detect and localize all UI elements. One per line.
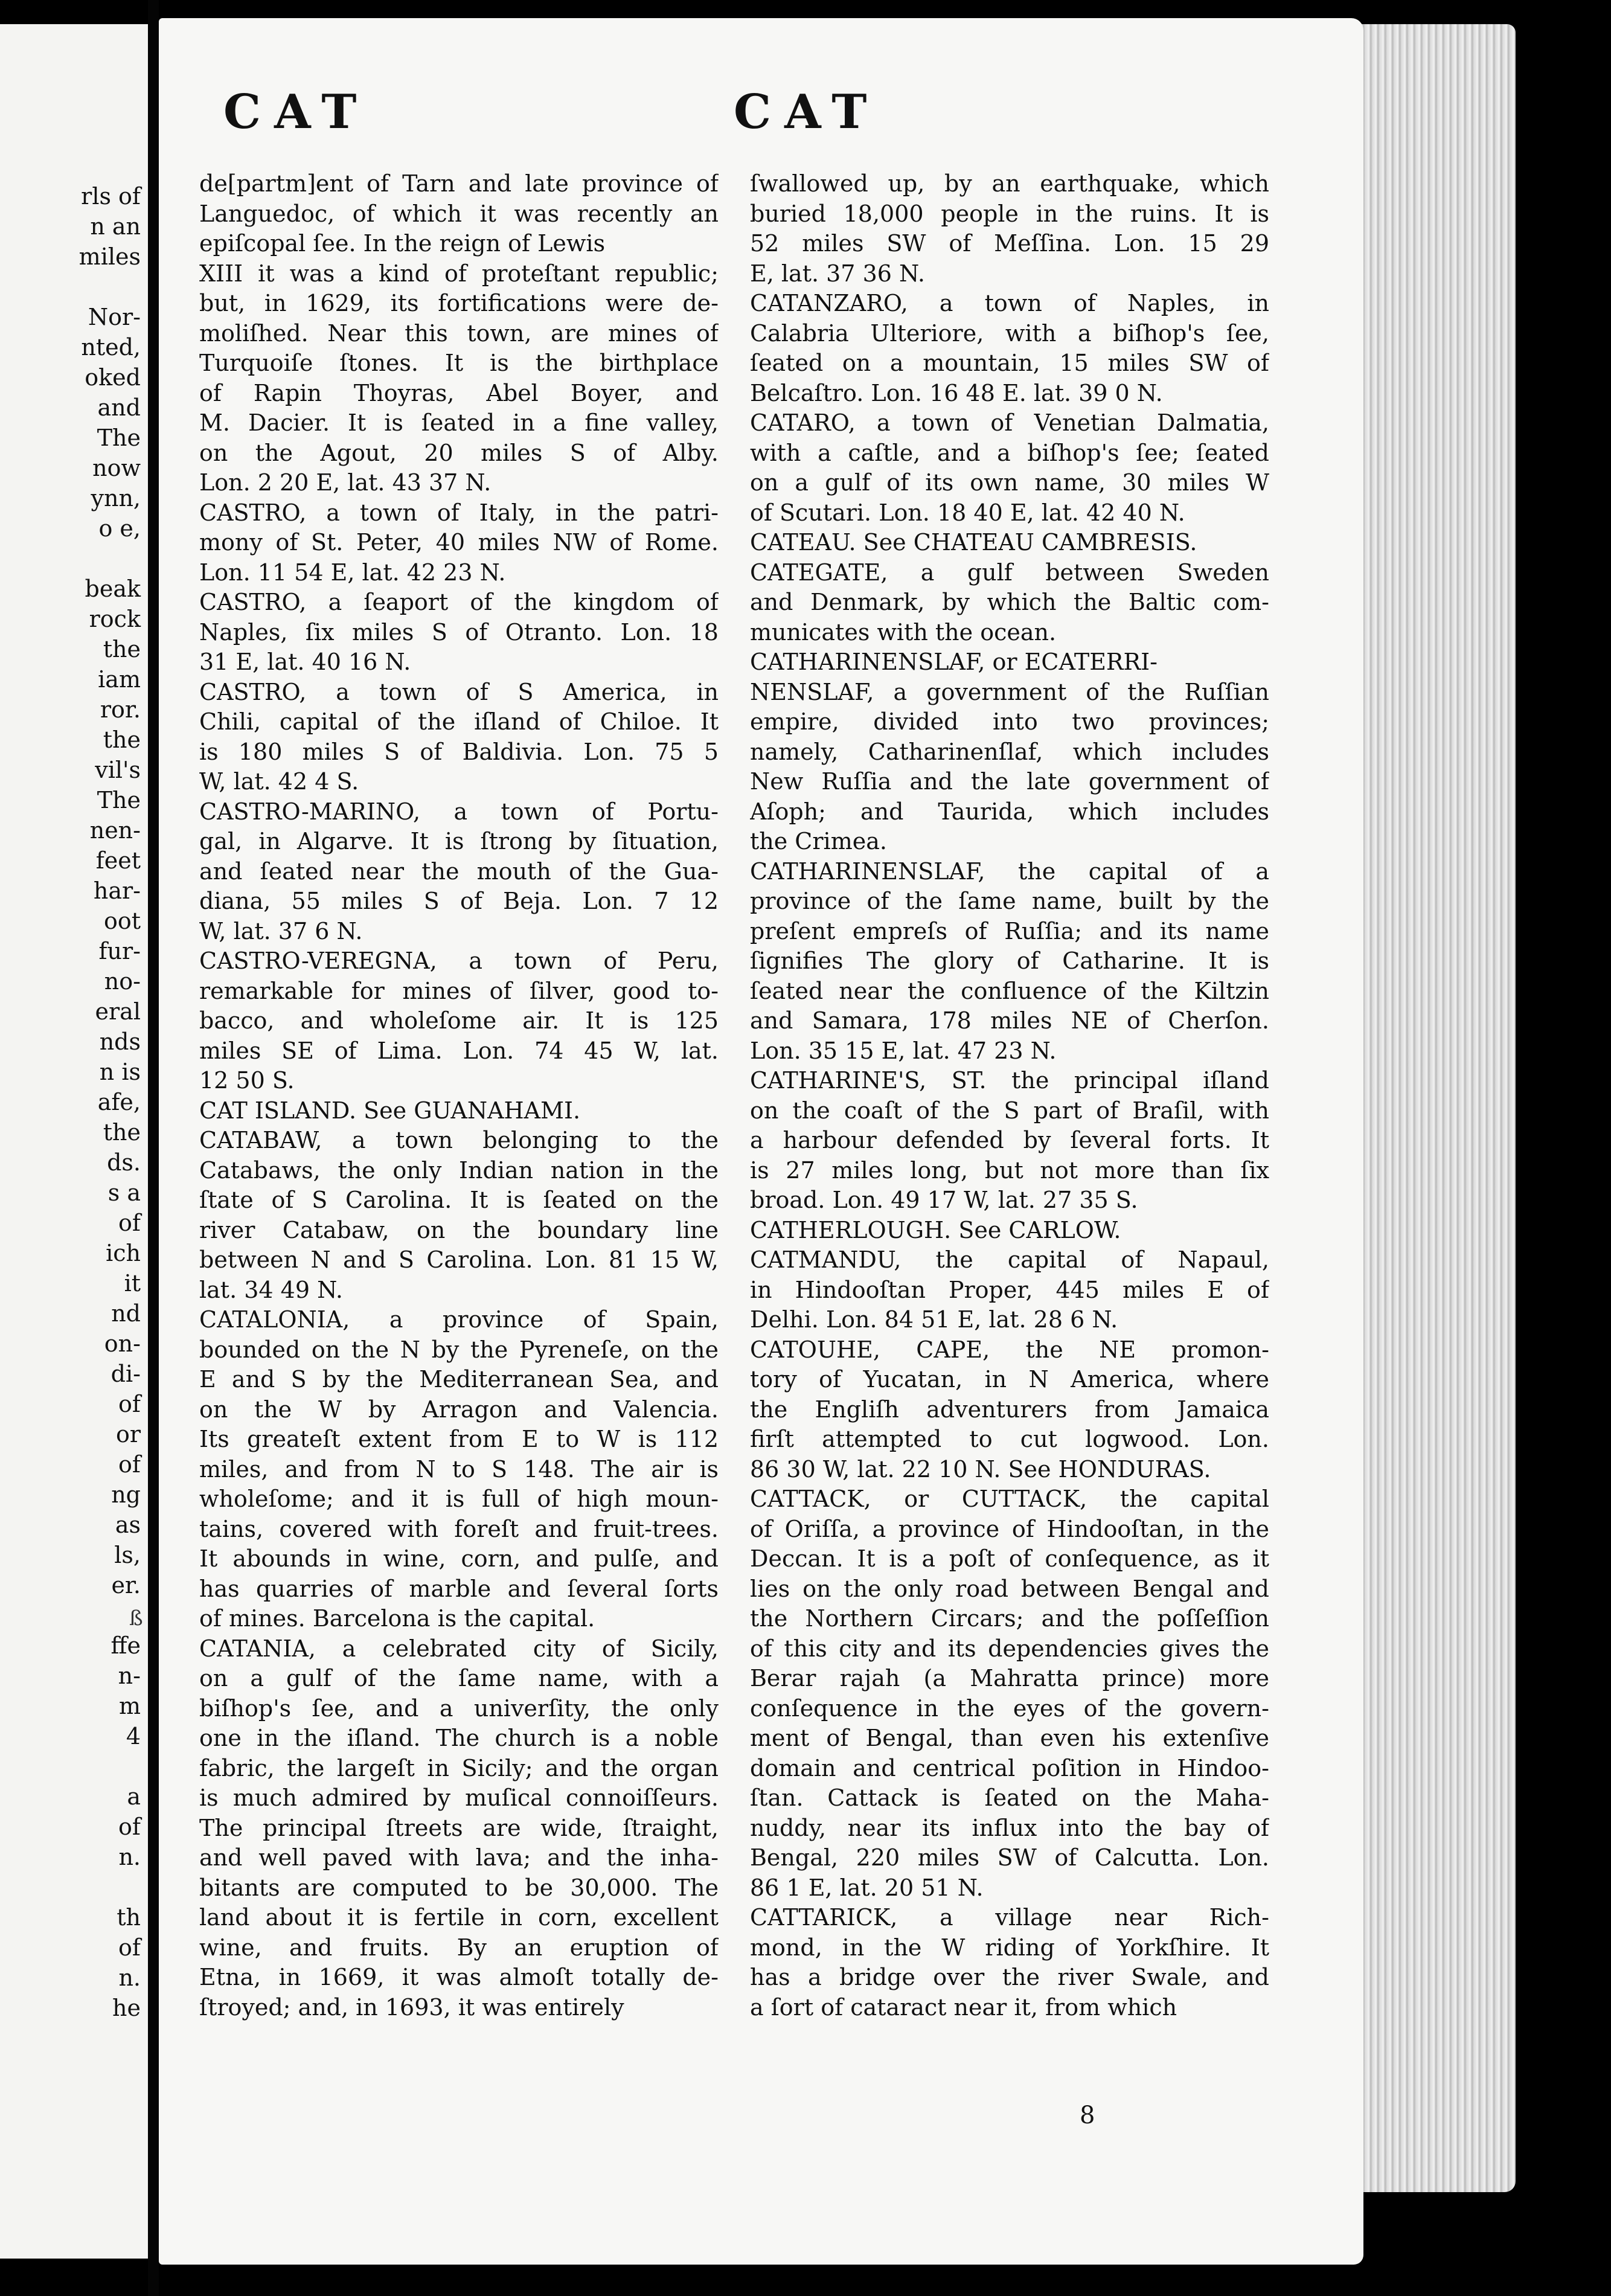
left-column-line: Lon. 11 54 E, lat. 42 23 N. — [199, 559, 506, 586]
previous-page-line: nds — [99, 1028, 141, 1055]
previous-page-line: as — [115, 1512, 141, 1538]
page-edges — [1359, 24, 1516, 2192]
previous-page-line: of — [118, 1813, 141, 1840]
previous-page-line: n. — [118, 1844, 141, 1870]
left-column — [199, 169, 719, 2022]
right-column-line: CATEGATE, a gulf between Sweden — [750, 559, 1269, 586]
left-column-line: bounded on the N by the Pyreneſe, on the — [199, 1336, 719, 1363]
left-column-line: tains, covered with foreſt and fruit-trees. — [199, 1515, 719, 1542]
right-column-line: Berar rajah (a Mahratta prince) more — [750, 1665, 1269, 1692]
running-header-right: CAT — [734, 85, 880, 139]
previous-page-line: afe, — [97, 1089, 141, 1115]
left-column-line: de[partm]ent of Tarn and late province of — [199, 170, 719, 197]
previous-page-line: n is — [99, 1059, 141, 1085]
right-column-line: ment of Bengal, than even his extenſive — [750, 1725, 1269, 1751]
right-column-line: empire, divided into two provinces; — [750, 708, 1269, 735]
previous-page-line: beak — [85, 576, 141, 602]
left-column-line: It abounds in wine, corn, and pulſe, and — [199, 1545, 719, 1572]
right-column-line: Delhi. Lon. 84 51 E, lat. 28 6 N. — [750, 1306, 1118, 1333]
previous-page-line: rock — [89, 606, 141, 632]
right-column-line: domain and centrical poſition in Hindoo- — [750, 1754, 1269, 1781]
right-column-line: in Hindooſtan Proper, 445 miles E of — [750, 1276, 1269, 1303]
margin-mark: ß — [129, 1606, 143, 1631]
previous-page-line: vil's — [95, 757, 141, 783]
previous-page-line: har- — [93, 877, 141, 904]
previous-page-line: ls, — [114, 1542, 141, 1568]
left-column-line: diana, 55 miles S of Beja. Lon. 7 12 — [199, 888, 719, 914]
previous-page-line: nted, — [81, 334, 141, 361]
left-column-line: Naples, ſix miles S of Otranto. Lon. 18 — [199, 618, 719, 646]
right-column-line: firſt attempted to cut logwood. Lon. — [750, 1426, 1269, 1452]
right-column-line: New Ruſſia and the late government of — [750, 768, 1269, 795]
left-column-line: of mines. Barcelona is the capital. — [199, 1605, 595, 1632]
left-column-line: 31 E, lat. 40 16 N. — [199, 649, 411, 675]
right-column-line: of Scutari. Lon. 18 40 E, lat. 42 40 N. — [750, 499, 1185, 526]
right-column-line: the Northern Circars; and the poſſeſſion — [750, 1605, 1269, 1632]
previous-page-line: n- — [118, 1663, 141, 1689]
left-column-line: CASTRO, a town of Italy, in the patri- — [199, 499, 719, 526]
left-column-line: CATANIA, a celebrated city of Sicily, — [199, 1635, 719, 1662]
left-column-line: CASTRO, a ſeaport of the kingdom of — [199, 589, 719, 615]
left-column-line: on a gulf of the ſame name, with a — [199, 1665, 719, 1692]
previous-page-line: oot — [103, 908, 141, 934]
left-column-line: The principal ſtreets are wide, ſtraight, — [199, 1814, 719, 1841]
previous-page-fragment — [0, 24, 148, 2259]
left-column-line: M. Dacier. It is ſeated in a fine valley, — [199, 409, 719, 436]
right-column-line: tory of Yucatan, in N America, where — [750, 1366, 1269, 1393]
left-column-line: Its greateſt extent from E to W is 112 — [199, 1426, 719, 1452]
previous-page-line: ynn, — [91, 485, 141, 511]
right-column-line: CATHARINENSLAF, or ECATERRI- — [750, 649, 1158, 675]
left-column-line: miles SE of Lima. Lon. 74 45 W, lat. — [199, 1037, 719, 1064]
previous-page-line: now — [92, 455, 141, 481]
right-column-line: CATHARINENSLAF, the capital of a — [750, 858, 1269, 885]
right-column-line: CATHARINE'S, ST. the principal iſland — [750, 1067, 1269, 1094]
page-number: 8 — [1080, 2102, 1095, 2129]
left-column-line: W, lat. 37 6 N. — [199, 917, 363, 944]
right-column-line: CATTACK, or CUTTACK, the capital — [750, 1486, 1269, 1512]
left-column-line: CASTRO-MARINO, a town of Portu- — [199, 798, 719, 825]
previous-page-line: he — [112, 1995, 141, 2021]
left-column-line: gal, in Algarve. It is ſtrong by ſituation, — [199, 828, 719, 855]
previous-page-line: iam — [98, 666, 141, 693]
left-column-line: land about it is fertile in corn, excellent — [199, 1904, 719, 1931]
right-column-line: 86 30 W, lat. 22 10 N. See HONDURAS. — [750, 1455, 1211, 1483]
right-column-line: NENSLAF, a government of the Ruſſian — [750, 678, 1269, 705]
left-column-line: Languedoc, of which it was recently an — [199, 200, 719, 227]
left-column-line: XIII it was a kind of proteſtant republic; — [199, 260, 719, 287]
running-header-left: CAT — [223, 85, 370, 139]
previous-page-line: nd — [111, 1300, 141, 1327]
left-column-line: is much admired by muſical connoiſſeurs. — [199, 1785, 719, 1811]
right-column-line: on the coaſt of the S part of Braſil, with — [750, 1097, 1269, 1124]
right-column-line: of Oriſſa, a province of Hindooſtan, in the — [750, 1515, 1269, 1542]
left-column-line: 12 50 S. — [199, 1067, 295, 1094]
right-column-line: CATOUHE, CAPE, the NE promon- — [750, 1336, 1269, 1363]
right-column-line: Belcaſtro. Lon. 16 48 E. lat. 39 0 N. — [750, 379, 1163, 406]
left-column-line: and well paved with lava; and the inha- — [199, 1844, 719, 1871]
left-column-line: of Rapin Thoyras, Abel Boyer, and — [199, 379, 719, 406]
right-column-line: with a caſtle, and a biſhop's ſee; ſeated — [750, 439, 1269, 466]
left-column-line: W, lat. 42 4 S. — [199, 768, 359, 795]
right-column-line: and Denmark, by which the Baltic com- — [750, 589, 1269, 615]
previous-page-line: n an — [90, 213, 141, 240]
left-column-line: Catabaws, the only Indian nation in the — [199, 1156, 719, 1184]
right-column-line: municates with the ocean. — [750, 618, 1057, 646]
previous-page-line: the — [103, 1119, 141, 1146]
previous-page-line: feet — [95, 847, 141, 874]
right-column-line: 86 1 E, lat. 20 51 N. — [750, 1874, 984, 1901]
right-column-line: Lon. 35 15 E, lat. 47 23 N. — [750, 1037, 1057, 1064]
previous-page-line: and — [97, 394, 141, 421]
left-column-line: remarkable for mines of ſilver, good to- — [199, 977, 719, 1004]
previous-page-line: the — [103, 636, 141, 662]
left-column-line: E and S by the Mediterranean Sea, and — [199, 1366, 719, 1393]
previous-page-line: of — [118, 1391, 141, 1417]
previous-page-line: nen- — [89, 817, 141, 844]
previous-page-line: ich — [106, 1240, 141, 1266]
left-column-line: Lon. 2 20 E, lat. 43 37 N. — [199, 469, 492, 496]
previous-page-line: of — [118, 1210, 141, 1236]
right-column — [750, 169, 1269, 2022]
right-column-line: Bengal, 220 miles SW of Calcutta. Lon. — [750, 1844, 1269, 1871]
left-column-line: moliſhed. Near this town, are mines of — [199, 319, 719, 347]
right-column-line: namely, Catharinenſlaf, which includes — [750, 738, 1269, 765]
left-column-line: CASTRO-VEREGNA, a town of Peru, — [199, 948, 719, 974]
right-column-line: province of the ſame name, built by the — [750, 888, 1269, 914]
left-column-line: between N and S Carolina. Lon. 81 15 W, — [199, 1246, 719, 1273]
previous-page-line: ror. — [100, 696, 141, 723]
left-column-line: wine, and fruits. By an eruption of — [199, 1934, 719, 1961]
right-column-line: Aſoph; and Taurida, which includes — [750, 798, 1269, 825]
previous-page-line: fur- — [98, 938, 141, 964]
previous-page-line: ng — [111, 1481, 141, 1508]
previous-page-line: on- — [104, 1330, 141, 1357]
right-column-line: a harbour defended by ſeveral forts. It — [750, 1127, 1269, 1153]
right-column-line: E, lat. 37 36 N. — [750, 260, 925, 287]
left-column-line: CASTRO, a town of S America, in — [199, 678, 719, 705]
previous-page-line: eral — [95, 998, 141, 1025]
left-column-line: ſtroyed; and, in 1693, it was entirely — [199, 1993, 624, 2021]
right-column-line: ſwallowed up, by an earthquake, which — [750, 170, 1269, 197]
right-column-line: and Samara, 178 miles NE of Cherſon. — [750, 1007, 1269, 1034]
left-column-line: has quarries of marble and ſeveral ſorts — [199, 1575, 719, 1602]
right-column-line: ſeated near the confluence of the Kiltzin — [750, 977, 1269, 1004]
right-column-line: conſequence in the eyes of the govern- — [750, 1695, 1269, 1722]
previous-page-line: the — [103, 726, 141, 753]
left-column-line: CATABAW, a town belonging to the — [199, 1127, 719, 1153]
left-column-line: CATALONIA, a province of Spain, — [199, 1306, 719, 1333]
previous-page-line: oked — [85, 364, 141, 391]
right-column-line: mond, in the W riding of Yorkſhire. It — [750, 1934, 1269, 1961]
right-column-line: Calabria Ulteriore, with a biſhop's ſee, — [750, 319, 1269, 347]
right-column-line: lies on the only road between Bengal and — [750, 1575, 1269, 1602]
previous-page-line: no- — [104, 968, 141, 995]
left-column-line: mony of St. Peter, 40 miles NW of Rome. — [199, 529, 719, 556]
previous-page-line: rls of — [81, 183, 141, 210]
previous-page-line: th — [117, 1904, 141, 1931]
left-column-line: lat. 34 49 N. — [199, 1276, 344, 1303]
previous-page-line: a — [127, 1783, 141, 1810]
previous-page-line: Nor- — [88, 304, 141, 330]
right-column-line: of this city and its dependencies gives the — [750, 1635, 1269, 1662]
previous-page-line: ffe — [110, 1632, 141, 1659]
left-column-line: but, in 1629, its fortifications were de- — [199, 290, 719, 316]
left-column-line: on the Agout, 20 miles S of Alby. — [199, 439, 719, 466]
left-column-line: on the W by Arragon and Valencia. — [199, 1396, 719, 1423]
left-column-line: wholeſome; and it is full of high moun- — [199, 1486, 719, 1512]
right-column-line: CATEAU. See CHATEAU CAMBRESIS. — [750, 529, 1197, 556]
right-column-line: on a gulf of its own name, 30 miles W — [750, 469, 1269, 496]
left-column-line: miles, and from N to S 148. The air is — [199, 1455, 719, 1483]
right-column-line: ſeated on a mountain, 15 miles SW of — [750, 350, 1269, 376]
right-column-line: broad. Lon. 49 17 W, lat. 27 35 S. — [750, 1187, 1138, 1213]
left-column-line: epiſcopal ſee. In the reign of Lewis — [199, 230, 606, 257]
previous-page-line: of — [118, 1934, 141, 1961]
right-column-line: has a bridge over the river Swale, and — [750, 1964, 1269, 1990]
previous-page-line: ds. — [107, 1149, 141, 1176]
left-column-line: and ſeated near the mouth of the Gua- — [199, 858, 719, 885]
right-column-line: Deccan. It is a poſt of conſequence, as it — [750, 1545, 1269, 1572]
left-column-line: Etna, in 1669, it was almoſt totally de- — [199, 1964, 719, 1990]
left-column-line: CAT ISLAND. See GUANAHAMI. — [199, 1097, 581, 1124]
previous-page-line: er. — [111, 1572, 141, 1599]
left-column-line: bacco, and wholeſome air. It is 125 — [199, 1007, 719, 1034]
book-spine — [148, 0, 159, 2296]
previous-page-line: n. — [118, 1964, 141, 1991]
left-column-line: fabric, the largeſt in Sicily; and the organ — [199, 1754, 719, 1781]
right-column-line: ſtan. Cattack is ſeated on the Maha- — [750, 1785, 1269, 1811]
left-column-line: river Catabaw, on the boundary line — [199, 1216, 719, 1243]
previous-page-line: or — [115, 1421, 141, 1448]
left-column-line: one in the iſland. The church is a noble — [199, 1725, 719, 1751]
previous-page-line: miles — [78, 243, 141, 270]
previous-page-line: m — [118, 1693, 141, 1719]
left-column-line: biſhop's ſee, and a univerſity, the only — [199, 1695, 719, 1722]
right-column-line: the Crimea. — [750, 828, 887, 855]
right-column-line: 52 miles SW of Meſſina. Lon. 15 29 — [750, 230, 1269, 257]
right-column-line: CATMANDU, the capital of Napaul, — [750, 1246, 1269, 1273]
previous-page-line: The — [97, 787, 141, 813]
right-column-line: CATTARICK, a village near Rich- — [750, 1904, 1269, 1931]
right-column-line: CATANZARO, a town of Naples, in — [750, 290, 1269, 316]
right-column-line: preſent empreſs of Ruſſia; and its name — [750, 917, 1269, 944]
right-column-line: the Engliſh adventurers from Jamaica — [750, 1396, 1269, 1423]
left-column-line: Chili, capital of the iſland of Chiloe. It — [199, 708, 719, 735]
previous-page-line: The — [97, 425, 141, 451]
right-column-line: nuddy, near its influx into the bay of — [750, 1814, 1269, 1841]
right-column-line: buried 18,000 people in the ruins. It is — [750, 200, 1269, 227]
right-column-line: is 27 miles long, but not more than ſix — [750, 1156, 1269, 1184]
left-column-line: bitants are computed to be 30,000. The — [199, 1874, 719, 1901]
previous-page-line: it — [124, 1270, 141, 1297]
left-column-line: Turquoiſe ſtones. It is the birthplace — [199, 350, 719, 376]
previous-page-line: s a — [107, 1179, 141, 1206]
left-column-line: is 180 miles S of Baldivia. Lon. 75 5 — [199, 738, 719, 765]
right-column-line: CATARO, a town of Venetian Dalmatia, — [750, 409, 1269, 436]
right-column-line: ſignifies The glory of Catharine. It is — [750, 948, 1269, 974]
right-column-line: a ſort of cataract near it, from which — [750, 1993, 1177, 2021]
left-column-line: ſtate of S Carolina. It is ſeated on the — [199, 1187, 719, 1213]
right-column-line: CATHERLOUGH. See CARLOW. — [750, 1216, 1121, 1243]
previous-page-line: o e, — [98, 515, 141, 542]
previous-page-line: of — [118, 1451, 141, 1478]
previous-page-line: di- — [110, 1361, 141, 1387]
previous-page-line: 4 — [126, 1723, 141, 1749]
